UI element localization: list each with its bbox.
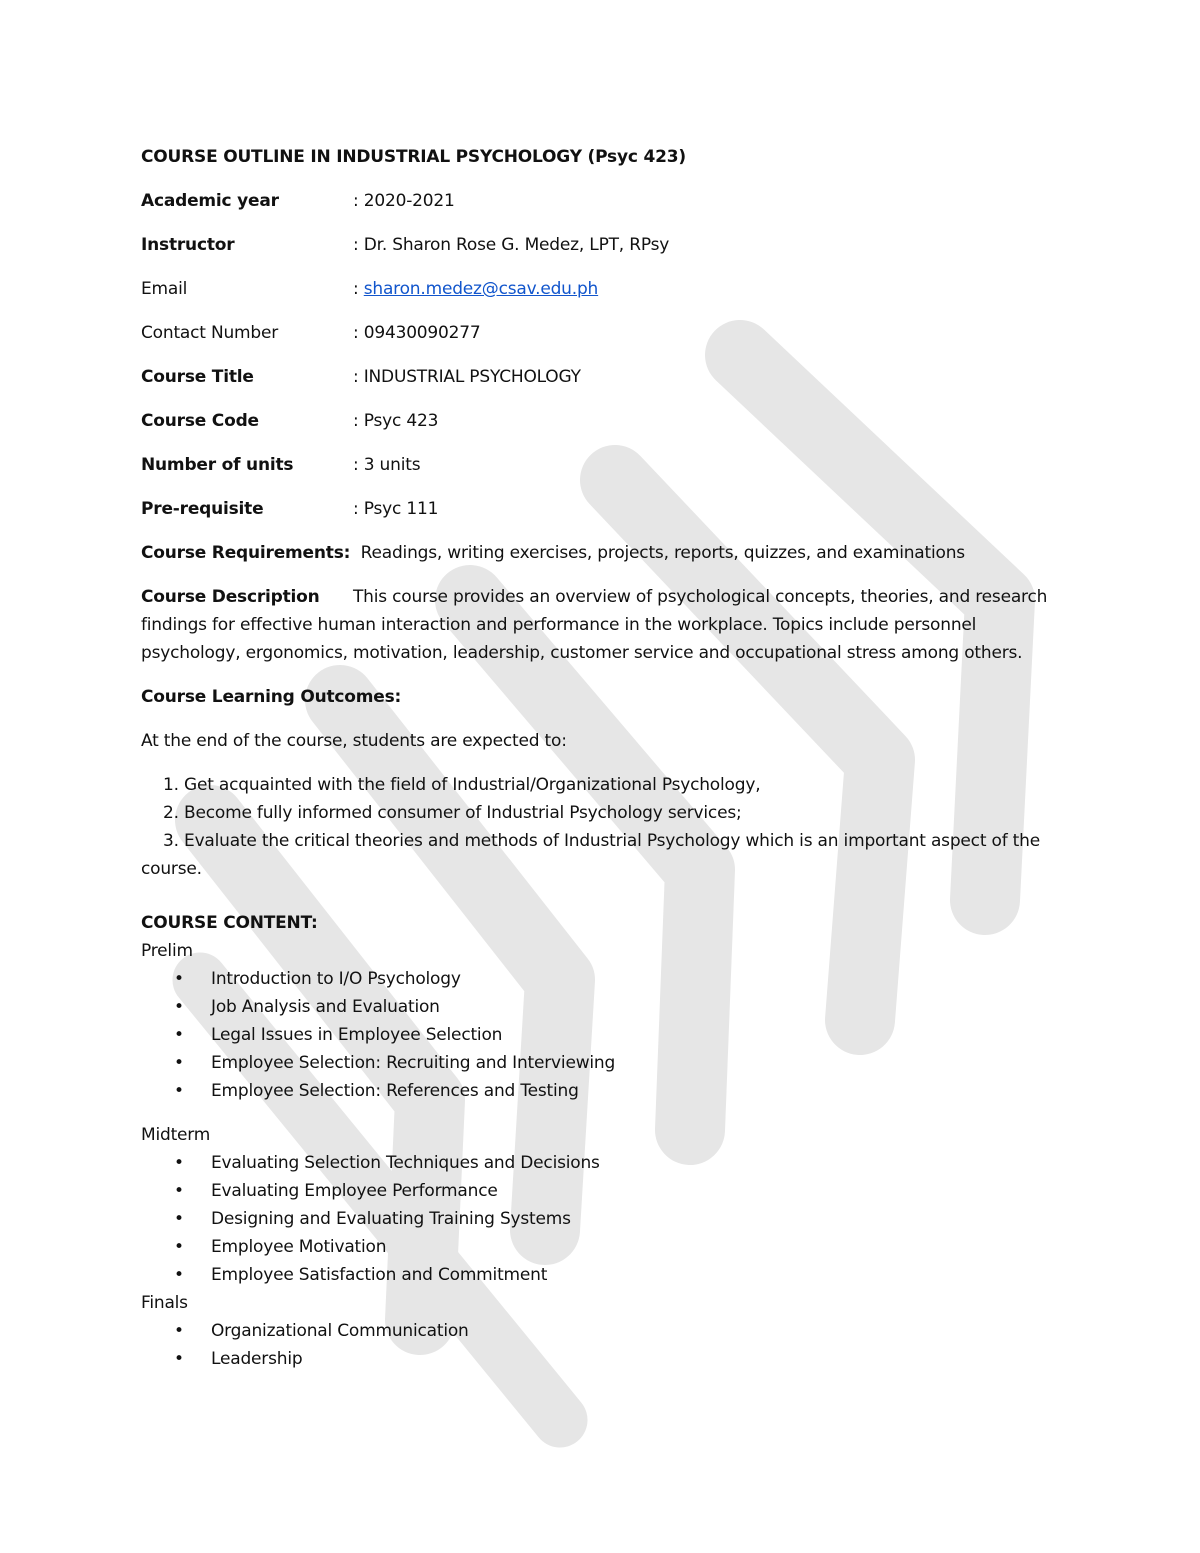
info-label: Email xyxy=(141,279,188,299)
info-label: Academic year xyxy=(141,191,279,211)
outcomes-intro: At the end of the course, students are expected to: xyxy=(141,731,567,751)
info-value: : 2020-2021 xyxy=(353,191,455,211)
email-link[interactable]: sharon.medez@csav.edu.ph xyxy=(363,279,599,299)
list-item xyxy=(141,1177,1061,1205)
requirements-text: Readings, writing exercises, projects, reports, quizzes, and examinations xyxy=(350,543,965,563)
bullet-icon: • xyxy=(174,1237,184,1257)
document-title: COURSE OUTLINE IN INDUSTRIAL PSYCHOLOGY (Psyc 423) xyxy=(141,147,686,167)
course-description xyxy=(141,583,1061,667)
bullet-icon: • xyxy=(174,1025,184,1045)
info-row-number-of-units xyxy=(141,451,1061,479)
list-item xyxy=(141,1345,1061,1373)
info-value-wrap xyxy=(353,275,598,303)
info-value: : INDUSTRIAL PSYCHOLOGY xyxy=(353,367,581,387)
info-value: : 09430090277 xyxy=(353,323,481,343)
info-row-pre-requisite xyxy=(141,495,1061,523)
list-item xyxy=(141,1149,1061,1177)
info-value: : 3 units xyxy=(353,455,421,475)
topic-text: Employee Satisfaction and Commitment xyxy=(211,1265,548,1285)
list-item xyxy=(141,1049,1061,1077)
list-item: 1. Get acquainted with the field of Industrial/Organizational Psychology, xyxy=(163,775,761,795)
outcomes-list xyxy=(141,771,1061,883)
info-value: : Psyc 423 xyxy=(353,411,439,431)
topic-text: Job Analysis and Evaluation xyxy=(211,997,440,1017)
bullet-icon: • xyxy=(174,1349,184,1369)
list-item xyxy=(141,993,1061,1021)
info-label: Pre-requisite xyxy=(141,499,264,519)
info-label: Number of units xyxy=(141,455,294,475)
course-requirements xyxy=(141,539,1061,567)
list-item xyxy=(141,1317,1061,1345)
topic-text: Introduction to I/O Psychology xyxy=(211,969,461,989)
bullet-icon: • xyxy=(174,1181,184,1201)
topic-text: Employee Selection: References and Testing xyxy=(211,1081,579,1101)
description-label: Course Description xyxy=(141,587,320,607)
info-value: : Psyc 111 xyxy=(353,499,439,519)
term-prelim: Prelim xyxy=(141,941,193,961)
topic-list-finals xyxy=(141,1317,1061,1373)
list-item xyxy=(141,965,1061,993)
list-item xyxy=(141,1077,1061,1105)
info-label: Course Title xyxy=(141,367,254,387)
info-label: Contact Number xyxy=(141,323,279,343)
topic-text: Evaluating Employee Performance xyxy=(211,1181,498,1201)
topic-text: Evaluating Selection Techniques and Decisions xyxy=(211,1153,600,1173)
info-row-course-code xyxy=(141,407,1061,435)
info-row-course-title xyxy=(141,363,1061,391)
outcomes-heading: Course Learning Outcomes: xyxy=(141,687,402,707)
info-row-academic-year xyxy=(141,187,1061,215)
bullet-icon: • xyxy=(174,969,184,989)
info-value: : Dr. Sharon Rose G. Medez, LPT, RPsy xyxy=(353,235,670,255)
topic-text: Employee Selection: Recruiting and Interviewing xyxy=(211,1053,616,1073)
bullet-icon: • xyxy=(174,1153,184,1173)
list-item xyxy=(141,1233,1061,1261)
bullet-icon: • xyxy=(174,1265,184,1285)
email-prefix: : xyxy=(353,279,364,299)
list-item xyxy=(141,1261,1061,1289)
description-text: This course provides an overview of psychological concepts, theories, and research findings for effective human interaction and performance in the workplace. Topics include personnel psychology, ergonomics, motivation, leadership, customer service and occupational stress among others. xyxy=(141,587,1048,663)
topic-text: Designing and Evaluating Training Systems xyxy=(211,1209,571,1229)
term-finals: Finals xyxy=(141,1293,188,1313)
info-row-email xyxy=(141,275,1061,303)
list-item xyxy=(141,1205,1061,1233)
topic-text: Legal Issues in Employee Selection xyxy=(211,1025,503,1045)
topic-text: Organizational Communication xyxy=(211,1321,469,1341)
topic-list-midterm xyxy=(141,1149,1061,1289)
topic-list-prelim xyxy=(141,965,1061,1105)
term-midterm: Midterm xyxy=(141,1125,211,1145)
info-label: Course Code xyxy=(141,411,259,431)
list-item xyxy=(141,1021,1061,1049)
info-label: Instructor xyxy=(141,235,235,255)
bullet-icon: • xyxy=(174,1081,184,1101)
list-item: 3. Evaluate the critical theories and methods of Industrial Psychology which is an important aspect of the course. xyxy=(141,831,1040,879)
content-heading: COURSE CONTENT: xyxy=(141,913,318,933)
list-item: 2. Become fully informed consumer of Industrial Psychology services; xyxy=(163,803,742,823)
bullet-icon: • xyxy=(174,1053,184,1073)
topic-text: Employee Motivation xyxy=(211,1237,387,1257)
bullet-icon: • xyxy=(174,997,184,1017)
document xyxy=(141,143,1061,1373)
info-row-instructor xyxy=(141,231,1061,259)
bullet-icon: • xyxy=(174,1209,184,1229)
info-row-contact-number xyxy=(141,319,1061,347)
bullet-icon: • xyxy=(174,1321,184,1341)
topic-text: Leadership xyxy=(211,1349,303,1369)
requirements-label: Course Requirements: xyxy=(141,543,351,563)
